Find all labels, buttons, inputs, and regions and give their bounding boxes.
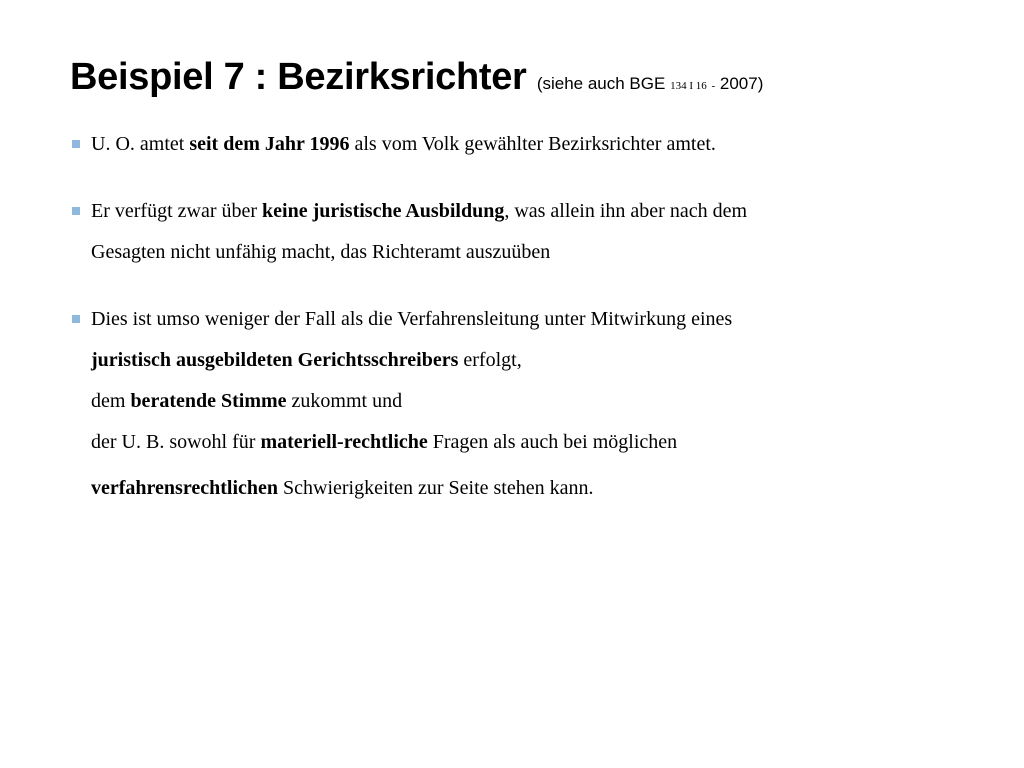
bullet-item-2 <box>72 191 922 273</box>
text-line <box>91 381 922 422</box>
subtitle-reference: 134 I 16 <box>670 80 707 92</box>
text-run: , was allein ihn aber nach dem <box>504 200 748 222</box>
text-line <box>91 124 922 165</box>
bold-run: juristisch ausgebildeten Gerichtsschreibers <box>91 349 459 371</box>
text-line <box>91 232 922 273</box>
slide-title <box>70 56 763 99</box>
subtitle-open: (siehe auch BGE <box>536 74 666 93</box>
text-line <box>91 191 922 232</box>
subtitle-close: 2007) <box>719 74 764 93</box>
title-main: Beispiel 7 : Bezirksrichter <box>70 56 527 98</box>
text-run: Schwierigkeiten zur Seite stehen kann. <box>278 477 594 499</box>
text-line <box>91 299 922 340</box>
bold-run: materiell-rechtliche <box>260 431 428 453</box>
text-run: Fragen als auch bei möglichen <box>427 431 678 453</box>
text-line <box>91 422 922 463</box>
text-run: als vom Volk gewählter Bezirksrichter amtet. <box>349 133 716 155</box>
text-run: dem <box>91 390 131 412</box>
bold-run: verfahrensrechtlichen <box>91 477 279 499</box>
square-bullet-icon <box>72 140 80 148</box>
subtitle-dash: - <box>711 80 716 92</box>
title-subtitle <box>537 74 764 93</box>
bullet-item-3 <box>72 299 922 513</box>
square-bullet-icon <box>72 207 80 215</box>
text-run: Er verfügt zwar über <box>91 200 263 222</box>
bold-run: beratende Stimme <box>130 390 287 412</box>
text-run: der U. B. sowohl für <box>91 431 261 453</box>
bold-run: keine juristische Ausbildung <box>262 200 505 222</box>
text-run: erfolgt, <box>458 349 522 371</box>
text-run: Gesagten nicht unfähig macht, das Richteramt auszuüben <box>91 241 551 263</box>
square-bullet-icon <box>72 315 80 323</box>
bullet-item-1 <box>72 124 922 165</box>
text-line <box>91 340 922 381</box>
text-line <box>91 463 922 513</box>
text-run: Dies ist umso weniger der Fall als die Verfahrensleitung unter Mitwirkung eines <box>91 308 733 330</box>
bullet-list <box>72 124 922 513</box>
text-run: U. O. amtet <box>91 133 190 155</box>
bold-run: seit dem Jahr 1996 <box>189 133 350 155</box>
text-run: zukommt und <box>286 390 403 412</box>
